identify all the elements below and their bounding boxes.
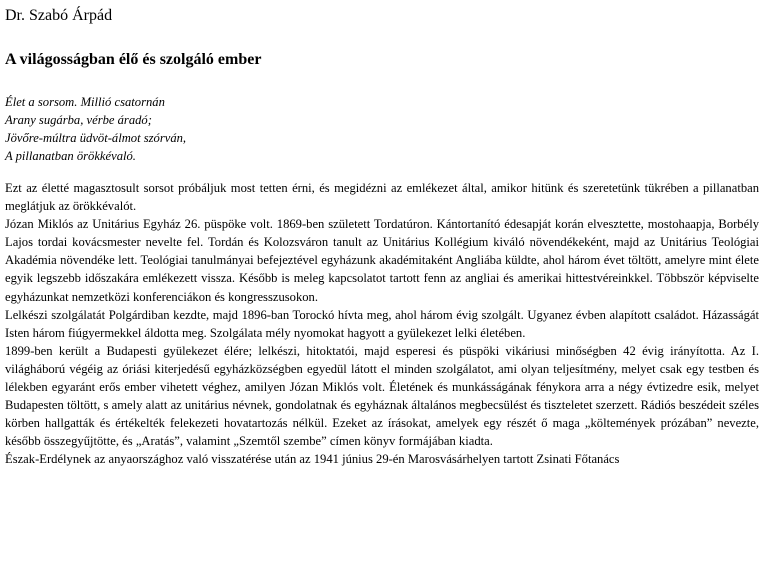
article-body bbox=[5, 179, 759, 469]
poem-line: Jövőre-múltra üdvöt-álmot szórván, bbox=[5, 131, 187, 146]
poem-quote bbox=[5, 93, 186, 165]
body-paragraph: Ezt az életté magasztosult sorsot próbáljuk most tetten érni, és megidézni az emlékezet által, amikor hitünk és szeretetünk tükrében a pillanatban meglátjuk az örökkévalót. bbox=[5, 181, 759, 214]
poem-line: A pillanatban örökkévaló. bbox=[5, 149, 136, 164]
poem-line: Arany sugárba, vérbe áradó; bbox=[5, 113, 152, 128]
body-paragraph: Lelkészi szolgálatát Polgárdiban kezdte, majd 1896-ban Torockó hívta meg, ahol három évig szolgált. Ugyanez évben alapított családot. Házasságát Isten három fiúgyermekkel áldotta meg. Szolgálata mély nyomokat hagyott a gyülekezet lelki életében. bbox=[5, 307, 759, 340]
article-title: A világosságban élő és szolgáló ember bbox=[5, 51, 262, 68]
author-name: Dr. Szabó Árpád bbox=[5, 7, 113, 24]
body-paragraph: 1899-ben került a Budapesti gyülekezet élére; lelkészi, hitoktatói, majd esperesi és püspöki vikáriusi minőségben 42 évig irányította. Az I. világháború végéig az óriási kiterjedésű egyházközségben egyedül látott el minden szolgálatot, ami olyan teljesítmény, melyet csak egy testben és lélekben egyaránt erős ember vihetett véghez, amilyen Józan Miklós volt. Életének és munkásságának fénykora arra a négy évtizedre esik, melyet Budapesten töltött, s amely alatt az unitárius névnek, gondolatnak és egyháznak általános megbecsülést és tiszteletet szerzett. Rádiós beszédeit széles körben hallgatták és értékelték felekezeti hovatartozás nélkül. Ezeket az írásokat, amelyek egy részét ő maga „költemények prózában” nevezte, később összegyűjtötte, és „Aratás”, valamint „Szemtől szembe” címen könyv formájában kiadta. bbox=[5, 343, 759, 449]
body-paragraph: Józan Miklós az Unitárius Egyház 26. püspöke volt. 1869-ben született Tordatúron. Kántortanító édesapját korán elvesztette, mostohaapja, Borbély Lajos tordai kovácsmester nevelte fel. Tordán és Kolozsváron tanult az Unitárius Kollégium kiváló növendékeként, majd az Unitárius Teológiai Akadémia növendéke lett. Teológiai tanulmányai befejeztével egyházunk akadémitaként Angliába küldte, ahol három évet töltött, amelyre mint élete egyik legszebb időszakára emlékezett vissza. Később is meleg kapcsolatot tartott fenn az angliai és amerikai hittestvéreinkkel. Többször képviselte egyházunkat nemzetközi konferenciákon és kongresszusokon. bbox=[5, 217, 759, 304]
body-paragraph: Észak-Erdélynek az anyaországhoz való visszatérése után az 1941 június 29-én Marosvásárhelyen tartott Zsinati Főtanács bbox=[5, 452, 620, 467]
poem-line: Élet a sorsom. Millió csatornán bbox=[5, 95, 165, 109]
